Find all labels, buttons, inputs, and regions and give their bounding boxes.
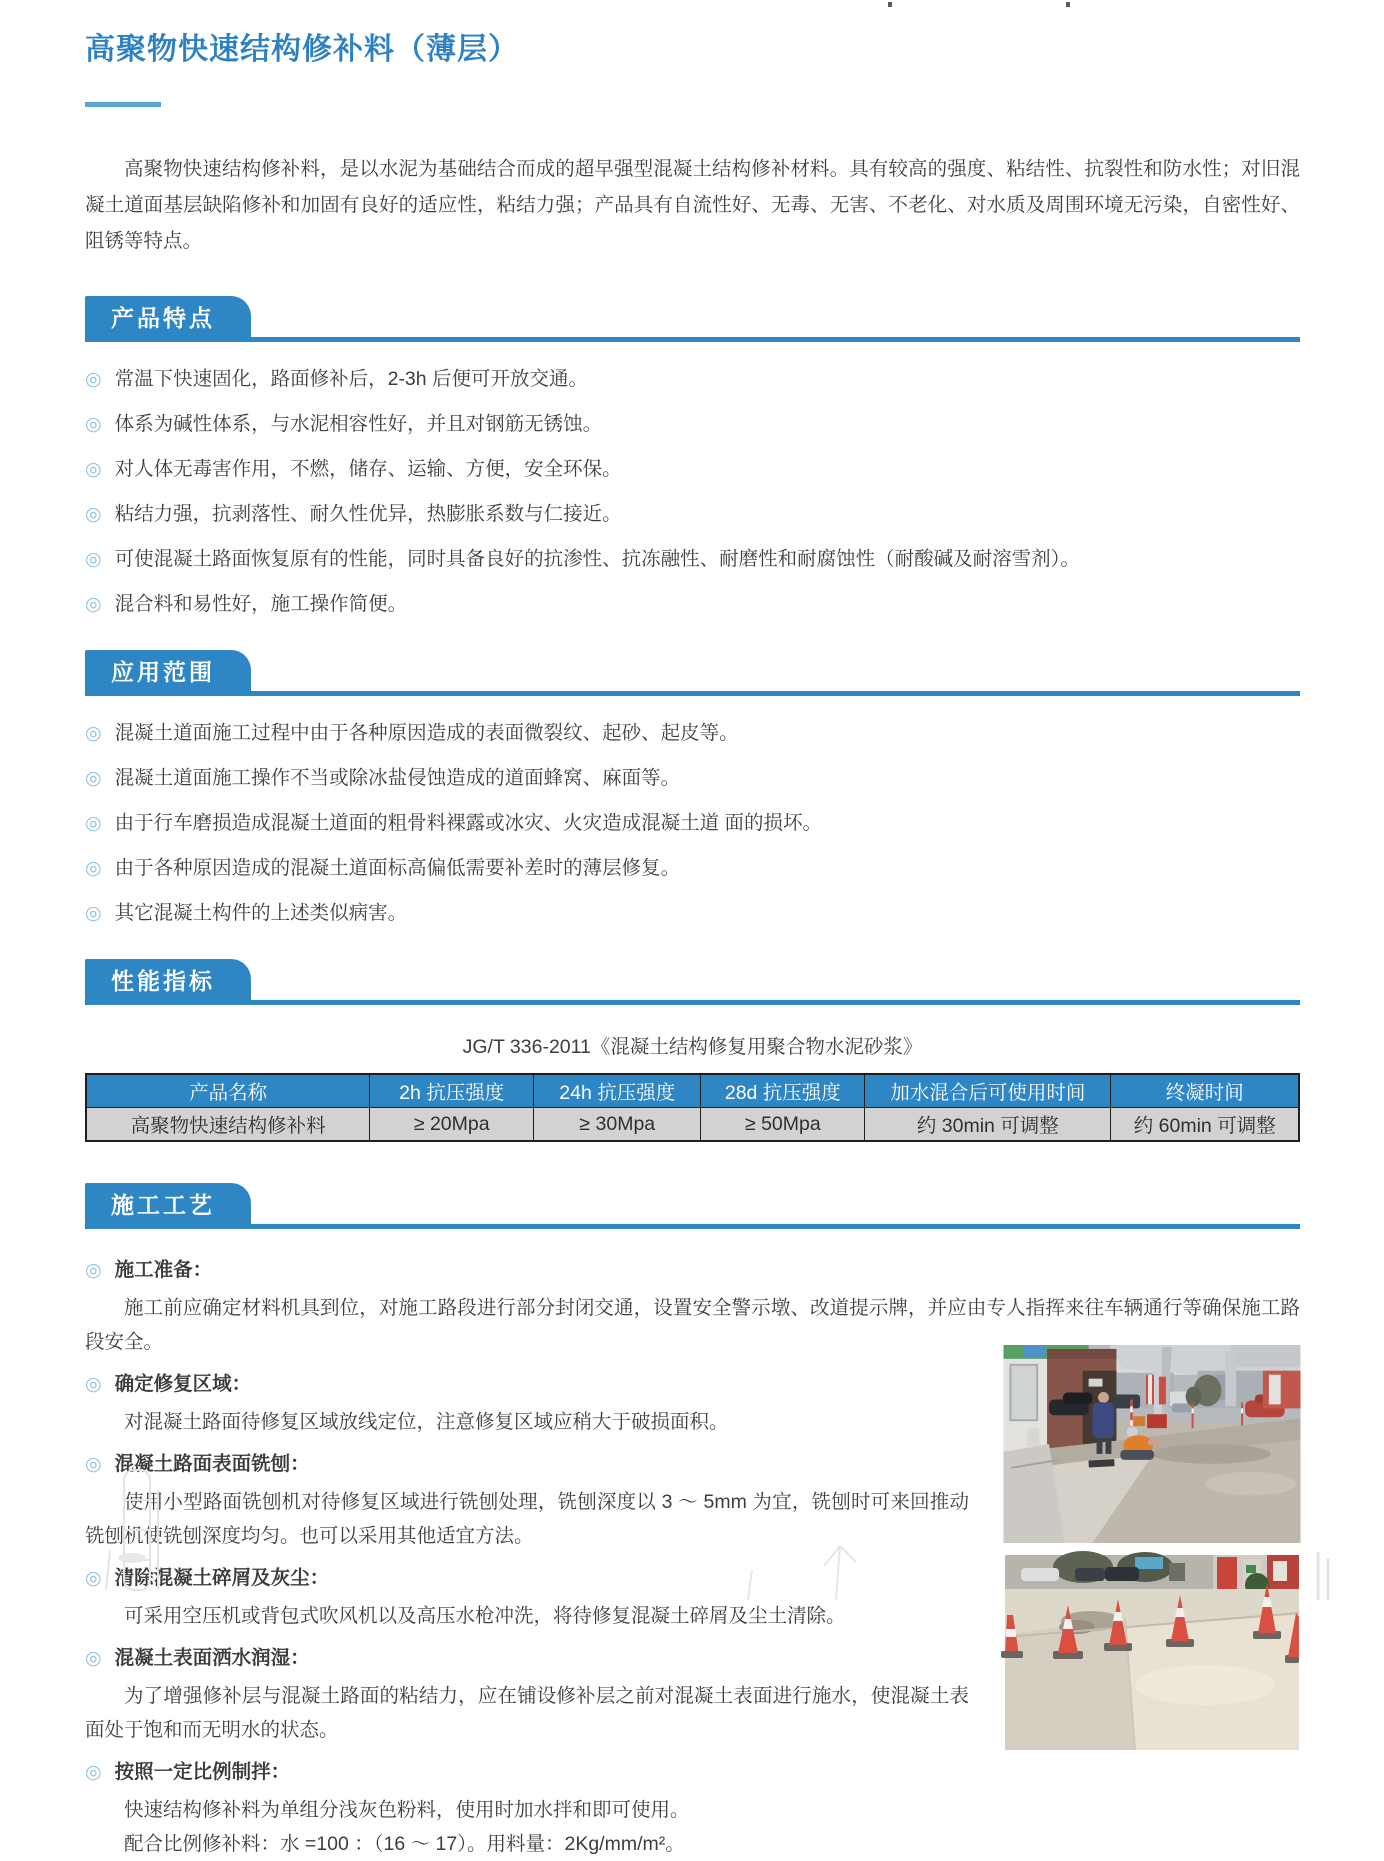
list-item xyxy=(85,763,1300,793)
process-step xyxy=(85,1757,969,1787)
ring-bullet-icon: ◎ xyxy=(85,1260,102,1281)
step-paragraph: 可采用空压机或背包式吹风机以及高压水枪冲洗，将待修复混凝土碎屑及尘土清除。 xyxy=(124,1605,846,1627)
list-item xyxy=(85,898,1300,928)
process-step xyxy=(85,1643,969,1673)
section-header xyxy=(85,295,1300,342)
table-caption: JG/T 336-2011《混凝土结构修复用聚合物水泥砂浆》 xyxy=(462,1036,923,1058)
list-item-text: 混凝土道面施工操作不当或除冰盐侵蚀造成的道面蜂窝、麻面等。 xyxy=(114,767,681,789)
process-step xyxy=(85,1449,969,1479)
ring-bullet-icon: ◎ xyxy=(85,858,102,879)
step-label: 清除混凝土碎屑及灰尘： xyxy=(114,1567,330,1589)
step-paragraph: 对混凝土路面待修复区域放线定位，注意修复区域应稍大于破损面积。 xyxy=(124,1411,729,1433)
ring-bullet-icon: ◎ xyxy=(85,549,102,570)
step-paragraph: 为了增强修补层与混凝土路面的粘结力，应在铺设修补层之前对混凝土表面进行施水，使混凝土表面处于饱和而无明水的状态。 xyxy=(85,1685,969,1741)
column-header: 加水混合后可使用时间 xyxy=(865,1074,1111,1108)
list-item-text: 由于行车磨损造成混凝土道面的粗骨料裸露或冰灾、火灾造成混凝土道 面的损坏。 xyxy=(114,812,823,834)
list-item-text: 可使混凝土路面恢复原有的性能，同时具备良好的抗渗性、抗冻融性、耐磨性和耐腐蚀性（耐酸碱及耐溶雪剂）。 xyxy=(114,548,1080,570)
list-item-text: 体系为碱性体系，与水泥相容性好，并且对钢筋无锈蚀。 xyxy=(114,413,603,435)
column-header: 24h 抗压强度 xyxy=(534,1074,701,1108)
table-cell: 高聚物快速结构修补料 xyxy=(86,1108,370,1142)
list-item xyxy=(85,499,1300,529)
watermark-lines xyxy=(1310,1548,1350,1600)
list-item xyxy=(85,544,1300,574)
section-badge: 施工工艺 xyxy=(85,1183,251,1225)
title-underline xyxy=(85,102,161,107)
list-item xyxy=(85,853,1300,883)
ring-bullet-icon: ◎ xyxy=(85,903,102,924)
table-cell: 约 60min 可调整 xyxy=(1111,1108,1299,1142)
table-cell: ≥ 30Mpa xyxy=(534,1108,701,1142)
ring-bullet-icon: ◎ xyxy=(85,1454,102,1475)
construction-photo-cones xyxy=(1005,1555,1299,1750)
table-row xyxy=(86,1108,1299,1142)
ring-bullet-icon: ◎ xyxy=(85,813,102,834)
list-item-text: 对人体无毒害作用，不燃，储存、运输、方便，安全环保。 xyxy=(114,458,622,480)
table-cell: ≥ 50Mpa xyxy=(701,1108,865,1142)
step-label: 混凝土表面洒水润湿： xyxy=(114,1647,310,1669)
ring-bullet-icon: ◎ xyxy=(85,768,102,789)
step-label: 施工准备： xyxy=(114,1259,213,1281)
list-item xyxy=(85,454,1300,484)
process-step xyxy=(85,1255,1300,1285)
process-step xyxy=(85,1563,969,1593)
list-item xyxy=(85,364,1300,394)
column-header: 产品名称 xyxy=(86,1074,370,1108)
section-process xyxy=(85,1182,1300,1861)
step-paragraph: 配合比例修补料：水 =100 ：（16 ～ 17）。用料量：2Kg/mm/m²。 xyxy=(124,1833,685,1855)
section-header xyxy=(85,649,1300,696)
section-badge: 产品特点 xyxy=(85,296,251,338)
applications-list xyxy=(85,718,1300,928)
list-item xyxy=(85,409,1300,439)
ring-bullet-icon: ◎ xyxy=(85,1762,102,1783)
ring-bullet-icon: ◎ xyxy=(85,369,102,390)
section-header xyxy=(85,1182,1300,1229)
ring-bullet-icon: ◎ xyxy=(85,723,102,744)
section-header xyxy=(85,958,1300,1005)
table-header-row xyxy=(86,1074,1299,1108)
ring-bullet-icon: ◎ xyxy=(85,414,102,435)
table-cell: 约 30min 可调整 xyxy=(865,1108,1111,1142)
ring-bullet-icon: ◎ xyxy=(85,1648,102,1669)
step-label: 按照一定比例制拌： xyxy=(114,1761,291,1783)
step-paragraph: 快速结构修补料为单组分浅灰色粉料，使用时加水拌和即可使用。 xyxy=(124,1799,690,1821)
section-applications xyxy=(85,649,1300,928)
intro-paragraph: 高聚物快速结构修补料，是以水泥为基础结合而成的超早强型混凝土结构修补材料。具有较高的强度、粘结性、抗裂性和防水性；对旧混凝土道面基层缺陷修补和加固有良好的适应性，粘结力强；产品具有自流性好、无毒、无害、不老化、对水质及周围环境无污染，自密性好、阻锈等特点。 xyxy=(85,158,1300,252)
process-step xyxy=(85,1369,969,1399)
list-item-text: 由于各种原因造成的混凝土道面标高偏低需要补差时的薄层修复。 xyxy=(114,857,681,879)
step-label: 混凝土路面表面铣刨： xyxy=(114,1453,310,1475)
ring-bullet-icon: ◎ xyxy=(85,1374,102,1395)
list-item-text: 混合料和易性好，施工操作简便。 xyxy=(114,593,408,615)
list-item xyxy=(85,589,1300,619)
construction-photo-repair-work xyxy=(1003,1345,1301,1543)
column-header: 终凝时间 xyxy=(1111,1074,1299,1108)
column-header: 2h 抗压强度 xyxy=(370,1074,534,1108)
section-badge: 应用范围 xyxy=(85,650,251,692)
page-title: 高聚物快速结构修补料（薄层） xyxy=(85,33,519,66)
list-item xyxy=(85,808,1300,838)
list-item xyxy=(85,718,1300,748)
table-cell: ≥ 20Mpa xyxy=(370,1108,534,1142)
performance-table xyxy=(85,1073,1300,1142)
list-item-text: 混凝土道面施工过程中由于各种原因造成的表面微裂纹、起砂、起皮等。 xyxy=(114,722,739,744)
list-item-text: 粘结力强，抗剥落性、耐久性优异，热膨胀系数与仁接近。 xyxy=(114,503,622,525)
ring-bullet-icon: ◎ xyxy=(85,594,102,615)
section-badge: 性能指标 xyxy=(85,959,251,1001)
step-paragraph: 使用小型路面铣刨机对待修复区域进行铣刨处理，铣刨深度以 3 ～ 5mm 为宜，铣刨时可来回推动铣刨机使铣刨深度均匀。也可以采用其他适宜方法。 xyxy=(85,1491,969,1547)
features-list xyxy=(85,364,1300,619)
step-paragraph: 施工前应确定材料机具到位，对施工路段进行部分封闭交通，设置安全警示墩、改道提示牌，并应由专人指挥来往车辆通行等确保施工路段安全。 xyxy=(85,1297,1300,1353)
list-item-text: 其它混凝土构件的上述类似病害。 xyxy=(114,902,408,924)
list-item-text: 常温下快速固化，路面修补后，2-3h 后便可开放交通。 xyxy=(114,368,589,390)
step-label: 确定修复区域： xyxy=(114,1373,252,1395)
section-performance xyxy=(85,958,1300,1142)
ring-bullet-icon: ◎ xyxy=(85,1568,102,1589)
section-features xyxy=(85,295,1300,619)
ring-bullet-icon: ◎ xyxy=(85,459,102,480)
ring-bullet-icon: ◎ xyxy=(85,504,102,525)
column-header: 28d 抗压强度 xyxy=(701,1074,865,1108)
